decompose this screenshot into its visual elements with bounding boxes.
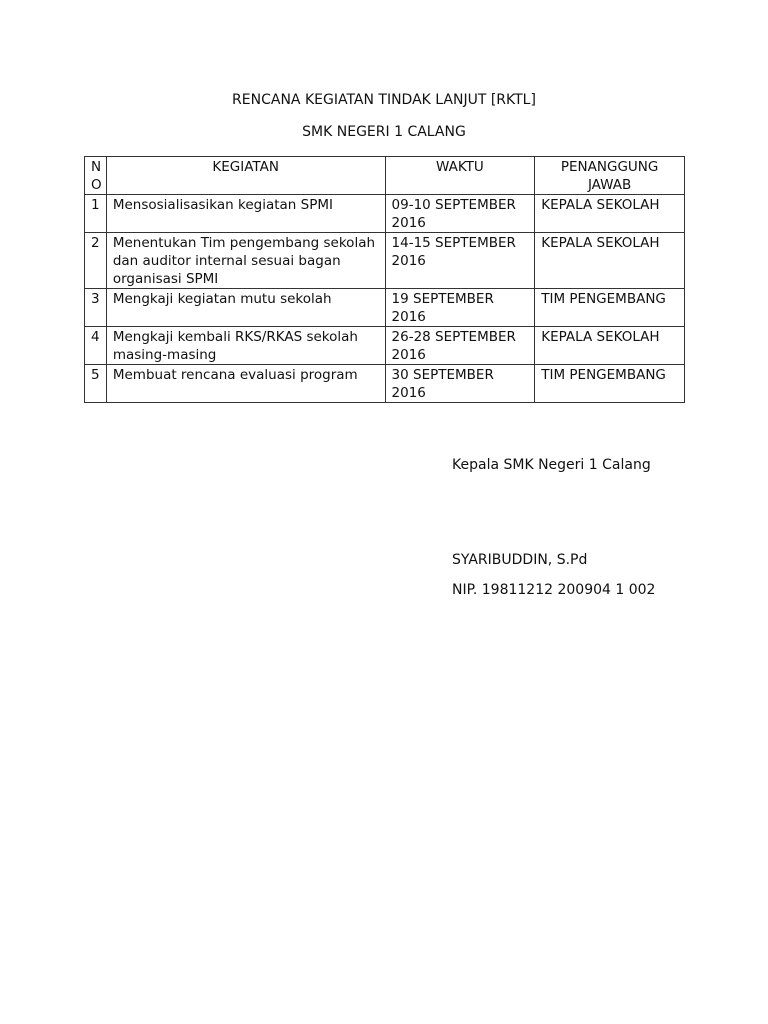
cell-waktu: 14-15 SEPTEMBER 2016 <box>385 233 535 289</box>
header-penanggung-jawab: PENANGGUNG JAWAB <box>535 157 685 195</box>
cell-no: 1 <box>85 195 107 233</box>
document-subtitle: SMK NEGERI 1 CALANG <box>302 124 466 140</box>
header-waktu: WAKTU <box>385 157 535 195</box>
cell-waktu: 26-28 SEPTEMBER 2016 <box>385 327 535 365</box>
table-header-row <box>85 157 685 195</box>
cell-penanggung-jawab: KEPALA SEKOLAH <box>535 233 685 289</box>
cell-penanggung-jawab: KEPALA SEKOLAH <box>535 195 685 233</box>
rktl-table <box>84 156 685 403</box>
document-title: RENCANA KEGIATAN TINDAK LANJUT [RKTL] <box>232 92 536 108</box>
cell-kegiatan: Membuat rencana evaluasi program <box>106 365 385 403</box>
cell-no: 5 <box>85 365 107 403</box>
cell-waktu: 19 SEPTEMBER 2016 <box>385 289 535 327</box>
signatory-name: SYARIBUDDIN, S.Pd <box>452 552 588 568</box>
cell-kegiatan: Mensosialisasikan kegiatan SPMI <box>106 195 385 233</box>
cell-penanggung-jawab: TIM PENGEMBANG <box>535 289 685 327</box>
cell-no: 2 <box>85 233 107 289</box>
signature-title: Kepala SMK Negeri 1 Calang <box>452 457 651 473</box>
table-row <box>85 365 685 403</box>
cell-penanggung-jawab: KEPALA SEKOLAH <box>535 327 685 365</box>
table-row <box>85 327 685 365</box>
cell-kegiatan: Mengkaji kembali RKS/RKAS sekolah masing-masing <box>106 327 385 365</box>
cell-no: 4 <box>85 327 107 365</box>
cell-kegiatan: Mengkaji kegiatan mutu sekolah <box>106 289 385 327</box>
signatory-nip: NIP. 19811212 200904 1 002 <box>452 582 656 598</box>
header-no: N O <box>85 157 107 195</box>
cell-waktu: 30 SEPTEMBER 2016 <box>385 365 535 403</box>
cell-penanggung-jawab: TIM PENGEMBANG <box>535 365 685 403</box>
table-row <box>85 233 685 289</box>
header-kegiatan: KEGIATAN <box>106 157 385 195</box>
cell-no: 3 <box>85 289 107 327</box>
cell-waktu: 09-10 SEPTEMBER 2016 <box>385 195 535 233</box>
cell-kegiatan: Menentukan Tim pengembang sekolah dan auditor internal sesuai bagan organisasi SPMI <box>106 233 385 289</box>
table-row <box>85 289 685 327</box>
table-row <box>85 195 685 233</box>
